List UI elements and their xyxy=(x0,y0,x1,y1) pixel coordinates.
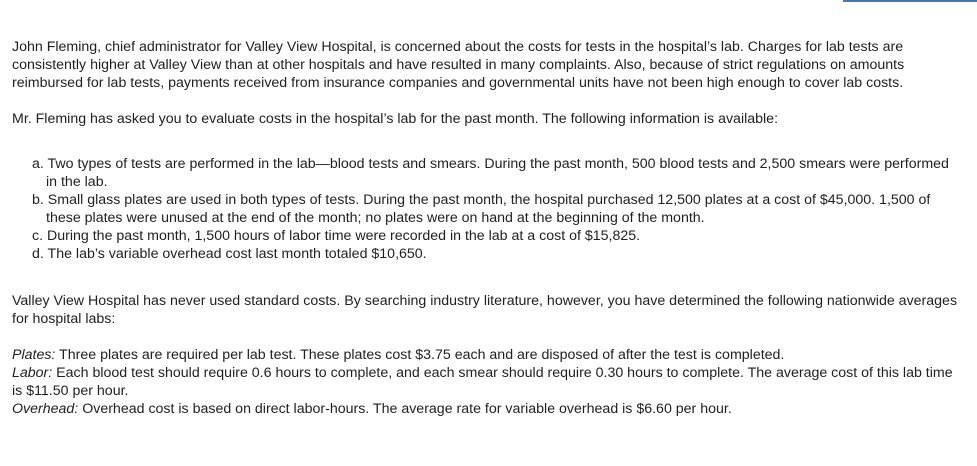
top-accent-rule xyxy=(843,0,977,2)
intro-paragraph: John Fleming, chief administrator for Valley View Hospital, is concerned about the costs for tests in the hospital’s lab. Charges for lab tests are consistently higher at Valley View than at other hospitals and have resulted in many complaints. Also, because of strict regulations on amounts reimbursed for lab tests, payments received from insurance companies and governmental units have not been high enough to cover lab costs. xyxy=(12,39,905,91)
fact-text: During the past month, 1,500 hours of labor time were recorded in the lab at a cost of $15,825. xyxy=(47,228,641,244)
fact-item-b xyxy=(32,191,962,227)
fact-text: The lab’s variable overhead cost last month totaled $10,650. xyxy=(47,246,427,262)
fact-item-c xyxy=(32,227,962,245)
average-overhead xyxy=(12,400,962,418)
standards-paragraph: Valley View Hospital has never used standard costs. By searching industry literature, however, you have determined the following nationwide averages for hospital labs: xyxy=(12,293,958,327)
fact-text: Small glass plates are used in both types of tests. During the past month, the hospital purchased 12,500 plates at a cost of $45,000. 1,500 of these plates were unused at the end of the month; no plates were on hand at the beginning of the month. xyxy=(46,192,931,226)
average-text: Three plates are required per lab test. These plates cost $3.75 each and are disposed of after the test is completed. xyxy=(55,347,785,363)
fact-item-a xyxy=(32,155,962,191)
facts-list xyxy=(12,155,962,263)
fact-text: Two types of tests are performed in the lab—blood tests and smears. During the past month, 500 blood tests and 2,500 smears were performed in the lab. xyxy=(46,156,949,190)
average-text: Each blood test should require 0.6 hours to complete, and each smear should require 0.30 hours to complete. The average cost of this lab time is $11.50 per hour. xyxy=(12,365,953,399)
fact-marker: d. xyxy=(32,246,44,262)
fact-marker: a. xyxy=(32,156,44,172)
fact-item-d xyxy=(32,245,962,263)
request-paragraph: Mr. Fleming has asked you to evaluate costs in the hospital’s lab for the past month. The following information is available: xyxy=(12,111,779,127)
average-label: Overhead: xyxy=(12,401,79,417)
average-label: Labor: xyxy=(12,365,53,381)
fact-marker: b. xyxy=(32,192,44,208)
average-plates xyxy=(12,346,962,364)
average-text: Overhead cost is based on direct labor-hours. The average rate for variable overhead is $6.60 per hour. xyxy=(78,401,732,417)
average-labor xyxy=(12,364,962,400)
average-label: Plates: xyxy=(12,347,56,363)
problem-text xyxy=(12,38,962,418)
fact-marker: c. xyxy=(32,228,44,244)
